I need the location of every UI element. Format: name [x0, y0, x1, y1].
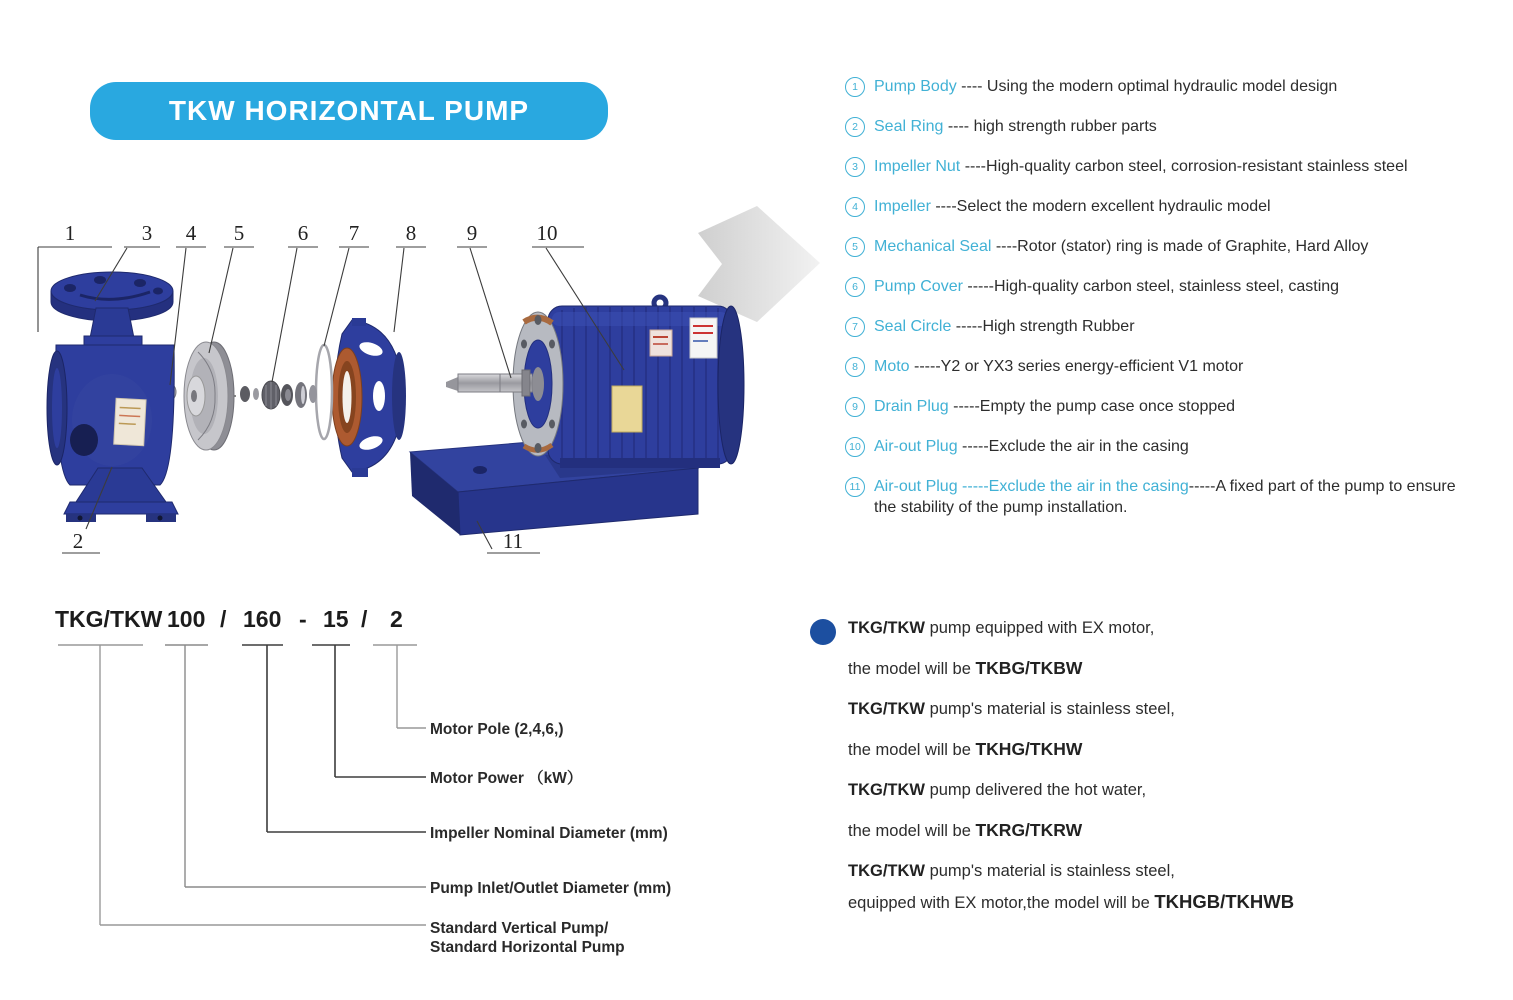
model-inlet: 100 — [167, 606, 206, 632]
part-name: Mechanical Seal — [874, 238, 992, 255]
part-number-badge: 5 — [845, 237, 865, 257]
motor-shaft — [446, 370, 532, 396]
part-name: Impeller Nut — [874, 158, 961, 175]
part-item — [845, 116, 1481, 137]
callout-5: 5 — [233, 221, 245, 245]
callout-4: 4 — [185, 221, 197, 245]
part-item — [845, 156, 1481, 177]
part-number-badge: 8 — [845, 357, 865, 377]
callout-7: 7 — [348, 221, 360, 245]
callout-3: 3 — [141, 221, 153, 245]
model-variant-notes — [848, 618, 1480, 933]
transition-arrow-icon — [698, 206, 820, 322]
label-inlet-diam: Pump Inlet/Outlet Diameter (mm) — [430, 880, 672, 897]
note-line: the model will be TKHG/TKHW — [848, 739, 1083, 759]
part-item — [845, 236, 1481, 257]
model-code — [55, 606, 403, 632]
motor — [548, 297, 744, 468]
exploded-diagram — [0, 180, 850, 580]
part-item — [845, 276, 1481, 297]
callout-8: 8 — [405, 221, 417, 245]
model-power: 15 — [323, 606, 349, 632]
model-code-labels — [430, 721, 671, 956]
motor-nameplate — [612, 386, 642, 432]
parts-list — [845, 76, 1481, 537]
model-pole: 2 — [390, 606, 403, 632]
part-name: Seal Circle — [874, 318, 952, 335]
part-desc: ---- Using the modern optimal hydraulic model design — [956, 78, 1338, 95]
note-line: equipped with EX motor,the model will be TKHGB/TKHWB — [848, 891, 1295, 912]
model-connector-lines — [58, 645, 426, 925]
note-line: TKG/TKW pump's material is stainless steel, — [848, 700, 1175, 718]
part-desc: -----Empty the pump case once stopped — [948, 398, 1236, 415]
callout-10: 10 — [536, 221, 558, 245]
model-slash2: / — [361, 606, 368, 632]
part-name: Pump Body — [874, 78, 957, 95]
part-desc: ----Select the modern excellent hydraulic model — [930, 198, 1271, 215]
part-desc: -----High-quality carbon steel, stainless steel, casting — [962, 278, 1340, 295]
part-number-badge: 9 — [845, 397, 865, 417]
part-name: Impeller — [874, 198, 931, 215]
note-line: the model will be TKBG/TKBW — [848, 658, 1083, 678]
part-desc: -----Exclude the air in the casing — [957, 438, 1189, 455]
part-desc: -----Y2 or YX3 series energy-efficient V1 motor — [909, 358, 1244, 375]
part-item — [845, 436, 1481, 457]
part-number-badge: 3 — [845, 157, 865, 177]
label-motor-power: Motor Power （kW） — [430, 770, 583, 787]
part-desc: -----High strength Rubber — [951, 318, 1135, 335]
note-line: TKG/TKW pump's material is stainless steel, — [848, 862, 1175, 880]
note-bullet-icon — [810, 619, 836, 645]
part-number-badge: 1 — [845, 77, 865, 97]
impeller — [184, 342, 234, 450]
pump-body — [47, 272, 178, 522]
title-banner — [90, 82, 608, 140]
model-dash: - — [299, 606, 307, 632]
part-name: Seal Ring — [874, 118, 944, 135]
part-number-badge: 6 — [845, 277, 865, 297]
part-desc: ----High-quality carbon steel, corrosion-resistant stainless steel — [960, 158, 1408, 175]
part-item — [845, 476, 1481, 518]
note-line: the model will be TKRG/TKRW — [848, 820, 1083, 840]
part-name: Air-out Plug -----Exclude the air in the casing — [874, 478, 1189, 495]
label-series-line1: Standard Vertical Pump/ — [430, 920, 609, 937]
callout-11: 11 — [502, 529, 524, 553]
note-line: TKG/TKW pump delivered the hot water, — [848, 781, 1147, 799]
callout-6: 6 — [297, 221, 309, 245]
part-number-badge: 4 — [845, 197, 865, 217]
seal-ring-gasket — [316, 345, 332, 439]
part-name: Moto — [874, 358, 910, 375]
model-slash1: / — [220, 606, 227, 632]
part-item — [845, 356, 1481, 377]
note-line: TKG/TKW pump equipped with EX motor, — [848, 619, 1155, 637]
part-number-badge: 2 — [845, 117, 865, 137]
part-name: Pump Cover — [874, 278, 963, 295]
part-desc: -----A fixed part of the pump to ensure the stability of the pump installation. — [874, 478, 1456, 516]
callout-1: 1 — [64, 221, 76, 245]
part-desc: ----Rotor (stator) ring is made of Graphite, Hard Alloy — [991, 238, 1369, 255]
part-item — [845, 316, 1481, 337]
callout-2: 2 — [72, 529, 84, 553]
part-name: Drain Plug — [874, 398, 949, 415]
page-title: TKW HORIZONTAL PUMP — [168, 95, 530, 126]
pump-label-sticker — [114, 398, 146, 446]
part-desc: ---- high strength rubber parts — [943, 118, 1157, 135]
model-code-diagram — [0, 595, 780, 985]
label-series-line2: Standard Horizontal Pump — [430, 939, 625, 956]
seal-circle — [332, 348, 362, 446]
mechanical-seal — [228, 381, 317, 409]
callout-9: 9 — [466, 221, 478, 245]
part-name: Air-out Plug — [874, 438, 958, 455]
model-impeller: 160 — [243, 606, 282, 632]
part-item — [845, 396, 1481, 417]
part-number-badge: 11 — [845, 477, 865, 497]
part-number-badge: 7 — [845, 317, 865, 337]
model-series: TKG/TKW — [55, 606, 163, 632]
part-item — [845, 196, 1481, 217]
part-item — [845, 76, 1481, 97]
label-motor-pole: Motor Pole (2,4,6,) — [430, 721, 564, 738]
part-number-badge: 10 — [845, 437, 865, 457]
label-impeller-diam: Impeller Nominal Diameter (mm) — [430, 825, 668, 842]
